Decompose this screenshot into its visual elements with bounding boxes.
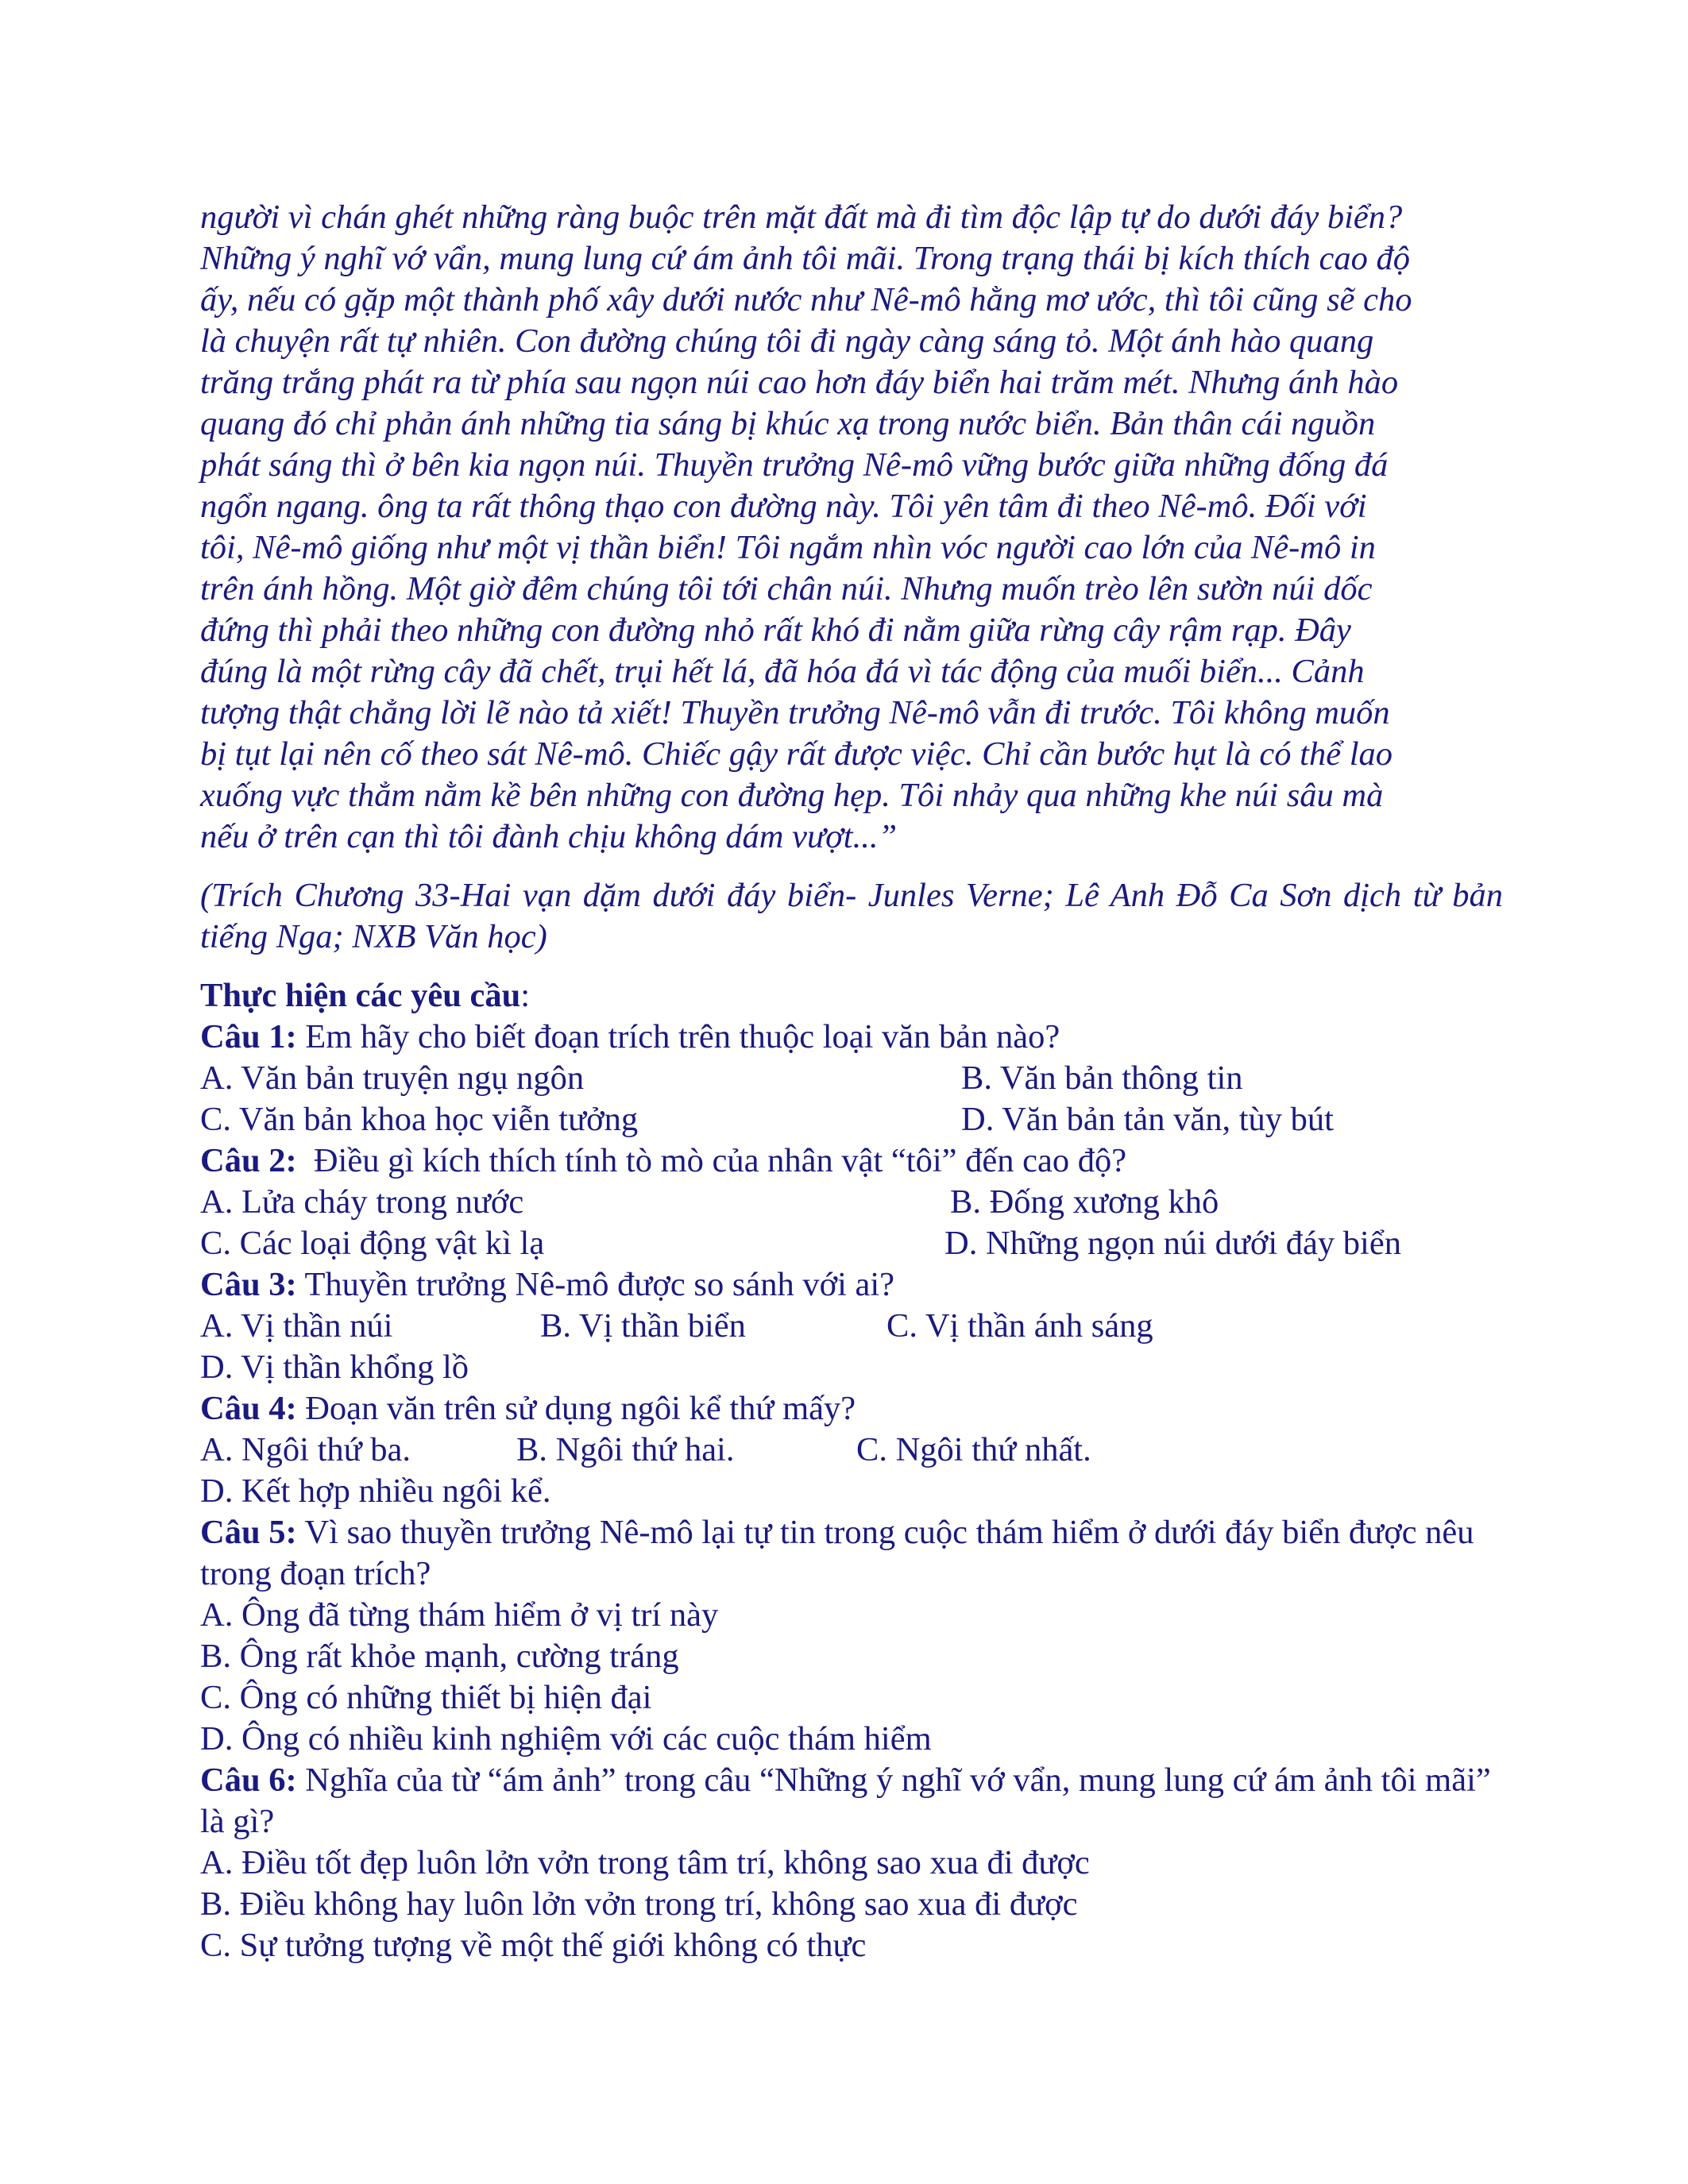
passage-line: là chuyện rất tự nhiên. Con đường chúng tôi đi ngày càng sáng tỏ. Một ánh hào quang <box>200 322 1374 360</box>
option-b: B. Điều không hay luôn lởn vởn trong trí, không sao xua đi được <box>200 1885 1078 1923</box>
option-c: C. Sự tưởng tượng về một thế giới không có thực <box>200 1927 867 1964</box>
option-d: D. Văn bản tản văn, tùy bút <box>961 1101 1334 1138</box>
option-b: B. Vị thần biển <box>540 1307 746 1345</box>
task-heading <box>200 975 1503 1017</box>
passage-line: ngổn ngang. ông ta rất thông thạo con đường này. Tôi yên tâm đi theo Nê-mô. Đối với <box>200 488 1367 525</box>
options-row <box>200 1058 1503 1099</box>
question-1 <box>200 1017 1503 1058</box>
option-a: A. Lửa cháy trong nước <box>200 1183 524 1221</box>
options-row <box>200 1099 1503 1140</box>
passage-line: đúng là một rừng cây đã chết, trụi hết lá, đã hóa đá vì tác động của muối biển... Cảnh <box>200 653 1365 690</box>
question-label: Câu 1: <box>200 1018 297 1055</box>
question-4 <box>200 1388 1503 1430</box>
option-c: C. Ngôi thứ nhất. <box>856 1431 1091 1468</box>
passage-line: xuống vực thẳm nằm kề bên những con đường hẹp. Tôi nhảy qua những khe núi sâu mà <box>200 777 1384 814</box>
source-citation: (Trích Chương 33-Hai vạn dặm dưới đáy biển- Junles Verne; Lê Anh Đỗ Ca Sơn dịch từ bản tiếng Nga; NXB Văn học) <box>200 877 1503 955</box>
question-label: Câu 5: <box>200 1514 297 1551</box>
option-b: B. Ông rất khỏe mạnh, cường tráng <box>200 1638 679 1675</box>
option-c: C. Văn bản khoa học viễn tưởng <box>200 1101 639 1138</box>
passage-line: bị tụt lại nên cố theo sát Nê-mô. Chiếc gậy rất được việc. Chỉ cần bước hụt là có thể lao <box>200 735 1393 773</box>
option-d: D. Vị thần khổng lồ <box>200 1349 469 1386</box>
question-text: Nghĩa của từ “ám ảnh” trong câu “Những ý nghĩ vớ vẩn, mung lung cứ ám ảnh tôi mãi” là gì? <box>200 1761 1491 1840</box>
passage-line: tượng thật chẳng lời lẽ nào tả xiết! Thuyền trưởng Nê-mô vẫn đi trước. Tôi không muốn <box>200 694 1390 731</box>
passage-line: quang đó chỉ phản ánh những tia sáng bị khúc xạ trong nước biển. Bản thân cái nguồn <box>200 405 1376 442</box>
question-text: Thuyền trưởng Nê-mô được so sánh với ai? <box>296 1266 895 1303</box>
question-5 <box>200 1512 1503 1595</box>
option-a: A. Ông đã từng thám hiểm ở vị trí này <box>200 1596 719 1634</box>
question-text: Đoạn văn trên sử dụng ngôi kể thứ mấy? <box>296 1390 856 1427</box>
options-row <box>200 1182 1503 1223</box>
passage-line: đứng thì phải theo những con đường nhỏ rất khó đi nằm giữa rừng cây rậm rạp. Đây <box>200 612 1351 649</box>
passage-line: trăng trắng phát ra từ phía sau ngọn núi cao hơn đáy biển hai trăm mét. Nhưng ánh hào <box>200 364 1399 401</box>
option-a: A. Vị thần núi <box>200 1307 393 1345</box>
excerpt-passage <box>200 197 1503 858</box>
passage-line: ấy, nếu có gặp một thành phố xây dưới nước như Nê-mô hằng mơ ước, thì tôi cũng sẽ cho <box>200 281 1412 318</box>
question-label: Câu 4: <box>200 1390 297 1427</box>
option-a: A. Văn bản truyện ngụ ngôn <box>200 1059 585 1097</box>
option-b: B. Ngôi thứ hai. <box>516 1431 735 1468</box>
question-text: Vì sao thuyền trưởng Nê-mô lại tự tin trong cuộc thám hiểm ở dưới đáy biển được nêu trong đoạn trích? <box>200 1514 1474 1592</box>
option-b: B. Đống xương khô <box>950 1183 1219 1221</box>
passage-line: tôi, Nê-mô giống như một vị thần biển! Tôi ngắm nhìn vóc người cao lớn của Nê-mô in <box>200 529 1376 566</box>
question-label: Câu 3: <box>200 1266 297 1303</box>
passage-line: người vì chán ghét những ràng buộc trên mặt đất mà đi tìm độc lập tự do dưới đáy biển? <box>200 199 1403 236</box>
option-c: C. Vị thần ánh sáng <box>886 1307 1153 1345</box>
passage-line: Những ý nghĩ vớ vẩn, mung lung cứ ám ảnh tôi mãi. Trong trạng thái bị kích thích cao độ <box>200 240 1410 277</box>
option-b: B. Văn bản thông tin <box>961 1059 1243 1097</box>
options-row <box>200 1306 1503 1388</box>
question-label: Câu 6: <box>200 1761 297 1799</box>
task-section <box>200 975 1503 1966</box>
passage-line: trên ánh hồng. Một giờ đêm chúng tôi tới chân núi. Nhưng muốn trèo lên sườn núi dốc <box>200 570 1373 608</box>
passage-line: nếu ở trên cạn thì tôi đành chịu không dám vượt...” <box>200 818 898 855</box>
question-6 <box>200 1760 1503 1843</box>
question-3 <box>200 1264 1503 1306</box>
task-title: Thực hiện các yêu cầu <box>200 977 521 1014</box>
passage-line: phát sáng thì ở bên kia ngọn núi. Thuyền trưởng Nê-mô vững bước giữa những đống đá <box>200 446 1389 484</box>
option-d: D. Ông có nhiều kinh nghiệm với các cuộc thám hiểm <box>200 1720 932 1758</box>
options-row <box>200 1430 1503 1512</box>
question-text: Điều gì kích thích tính tò mò của nhân vật “tôi” đến cao độ? <box>296 1142 1127 1179</box>
question-label: Câu 2: <box>200 1142 297 1179</box>
document-page <box>200 197 1503 1966</box>
option-c: C. Các loại động vật kì lạ <box>200 1225 545 1262</box>
options-row <box>200 1223 1503 1264</box>
task-colon: : <box>520 977 531 1014</box>
option-d: D. Những ngọn núi dưới đáy biển <box>944 1225 1401 1262</box>
option-a: A. Ngôi thứ ba. <box>200 1431 411 1468</box>
question-text: Em hãy cho biết đoạn trích trên thuộc loại văn bản nào? <box>296 1018 1060 1055</box>
option-d: D. Kết hợp nhiều ngôi kể. <box>200 1472 551 1510</box>
option-c: C. Ông có những thiết bị hiện đại <box>200 1679 652 1716</box>
question-2 <box>200 1140 1503 1182</box>
option-a: A. Điều tốt đẹp luôn lởn vởn trong tâm trí, không sao xua đi được <box>200 1844 1090 1881</box>
